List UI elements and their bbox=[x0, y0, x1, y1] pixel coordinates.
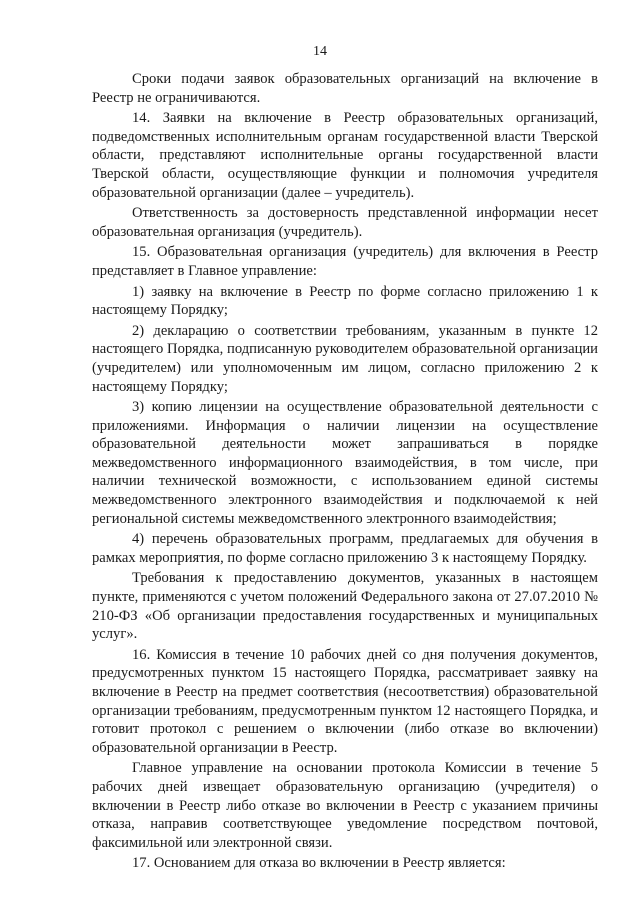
paragraph-subitem-3: 3) копию лицензии на осуществление образовательной деятельности с приложениями. Информация о наличии лицензии на осуществление образовательной деятельности может запрашиваться в порядке межведомственного информационного взаимодействия, в том числе, при наличии технической возможности, с использованием единой системы межведомственного электронного взаимодействия и подключаемой к ней региональной системы межведомственного электронного взаимодействия; bbox=[92, 399, 598, 527]
paragraph-deadlines: Сроки подачи заявок образовательных организаций на включение в Реестр не ограничиваются. bbox=[92, 71, 598, 106]
paragraph-item-14: 14. Заявки на включение в Реестр образовательных организаций, подведомственных исполнительным органам государственной власти Тверской области, представляют исполнительные органы государственной власти Тверской области, осуществляющие функции и полномочия учредителя образовательной организации (далее – учредитель). bbox=[92, 110, 598, 201]
page-number: 14 bbox=[313, 44, 327, 59]
paragraph-item-17: 17. Основанием для отказа во включении в Реестр является: bbox=[132, 855, 506, 872]
paragraph-subitem-1: 1) заявку на включение в Реестр по форме согласно приложению 1 к настоящему Порядку; bbox=[92, 283, 598, 319]
document-body bbox=[92, 70, 598, 875]
paragraph-responsibility: Ответственность за достоверность представленной информации несет образовательная организация (учредитель). bbox=[92, 205, 598, 240]
paragraph-item-16: 16. Комиссия в течение 10 рабочих дней со дня получения документов, предусмотренных пунктом 15 настоящего Порядка, рассматривает заявку на включение в Реестр на предмет соответствия (несоответствия) образовательной организации требованиям, предусмотренным пунктом 12 настоящего Порядка, и готовит протокол с решением о включении (либо отказе во включении) образовательной организации в Реестр. bbox=[92, 646, 598, 756]
paragraph-subitem-4: 4) перечень образовательных программ, предлагаемых для обучения в рамках мероприятия, по форме согласно приложению 3 к настоящему Порядку. bbox=[92, 531, 598, 566]
paragraph-document-requirements: Требования к предоставлению документов, указанных в настоящем пункте, применяются с учетом положений Федерального закона от 27.07.2010 № 210-ФЗ «Об организации предоставления государственных и муниципальных услуг». bbox=[92, 570, 598, 643]
paragraph-notification: Главное управление на основании протокола Комиссии в течение 5 рабочих дней извещает образовательную организацию (учредителя) о включении в Реестр либо отказе во включении в Реестр с указанием причины отказа, направив соответствующее уведомление посредством почтовой, факсимильной или электронной связи. bbox=[92, 760, 598, 851]
paragraph-subitem-2: 2) декларацию о соответствии требованиям, указанным в пункте 12 настоящего Порядка, подписанную руководителем образовательной организации (учредителем) или уполномоченным им лицом, согласно приложению 2 к настоящему Порядку; bbox=[92, 322, 598, 395]
paragraph-item-15: 15. Образовательная организация (учредитель) для включения в Реестр представляет в Главное управление: bbox=[92, 244, 598, 279]
